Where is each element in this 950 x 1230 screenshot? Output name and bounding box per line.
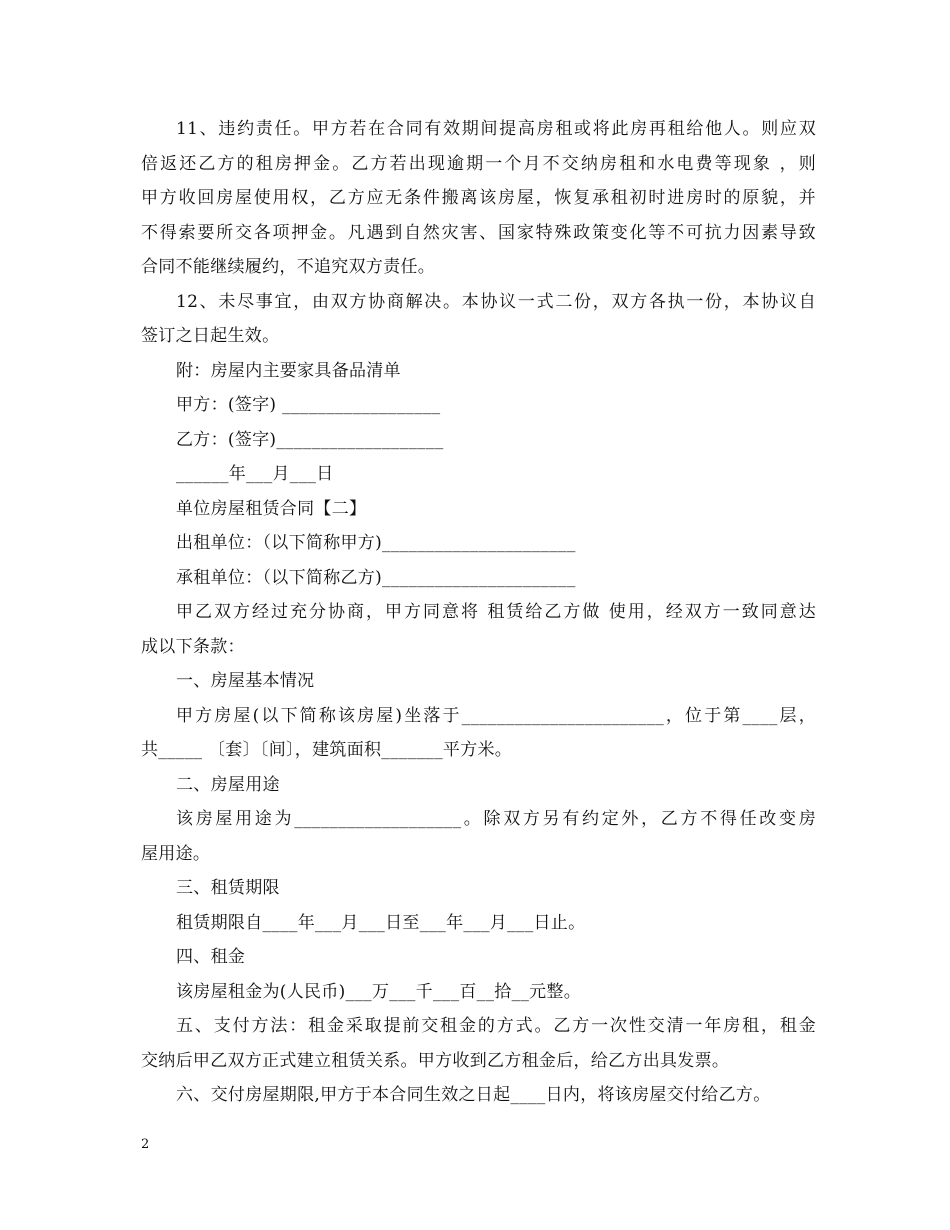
text-line: 承租单位：（以下简称乙方)______________________	[176, 567, 576, 588]
document-body	[141, 112, 816, 1113]
page-number: 2	[141, 1137, 150, 1152]
text-line: 签订之日起生效。	[141, 326, 280, 346]
text-line: 单位房屋租赁合同【二】	[176, 498, 367, 519]
text-line: 六、交付房屋期限,甲方于本合同生效之日起____日内，将该房屋交付给乙方。	[176, 1085, 771, 1105]
text-line: 不得索要所交各项押金。凡遇到自然灾害、国家特殊政策变化等不可抗力因素导致	[141, 222, 816, 243]
text-line: 附：房屋内主要家具备品清单	[176, 360, 401, 381]
text-line: 甲方：(签字) __________________	[176, 395, 441, 415]
text-line: 屋用途。	[141, 843, 211, 864]
text-line: ______年___月___日	[176, 464, 334, 484]
text-line: 三、租赁期限	[176, 878, 280, 898]
text-line: 倍返还乙方的租房押金。乙方若出现逾期一个月不交纳房租和水电费等现象 ，则	[141, 153, 816, 174]
text-line: 出租单位：（以下简称甲方)______________________	[176, 533, 576, 553]
text-line: 该房屋租金为(人民币)___万___千___百__拾__元整。	[176, 981, 582, 1002]
text-line: 甲方收回房屋使用权，乙方应无条件搬离该房屋，恢复承租初时进房时的原貌，并	[141, 188, 816, 208]
text-line: 该房屋用途为___________________。除双方另有约定外，乙方不得任改变房	[176, 809, 816, 829]
text-line: 四、租金	[176, 947, 246, 967]
text-line: 成以下条款：	[141, 636, 245, 657]
text-line: 甲方房屋(以下简称该房屋)坐落于_______________________，位于第____层，	[176, 705, 816, 726]
text-line: 共_____ 〔套〕〔间〕，建筑面积_______平方米。	[141, 740, 513, 760]
text-line: 五、支付方法：租金采取提前交租金的方式。乙方一次性交清一年房租，租金	[176, 1016, 816, 1036]
text-line: 二、房屋用途	[176, 774, 280, 795]
text-line: 11、违约责任。甲方若在合同有效期间提高房租或将此房再租给他人。则应双	[176, 119, 816, 139]
text-line: 租赁期限自____年___月___日至___年___月___日止。	[176, 912, 586, 933]
text-line: 交纳后甲乙双方正式建立租赁关系。甲方收到乙方租金后，给乙方出具发票。	[141, 1050, 730, 1071]
text-line: 甲乙双方经过充分协商，甲方同意将 租赁给乙方做 使用，经双方一致同意达	[176, 602, 816, 622]
text-line: 合同不能继续履约，不追究双方责任。	[141, 257, 436, 277]
text-line: 一、房屋基本情况	[176, 671, 315, 691]
text-line: 12、未尽事宜，由双方协商解决。本协议一式二份，双方各执一份，本协议自	[176, 291, 816, 312]
text-line: 乙方：(签字)___________________	[176, 429, 444, 450]
